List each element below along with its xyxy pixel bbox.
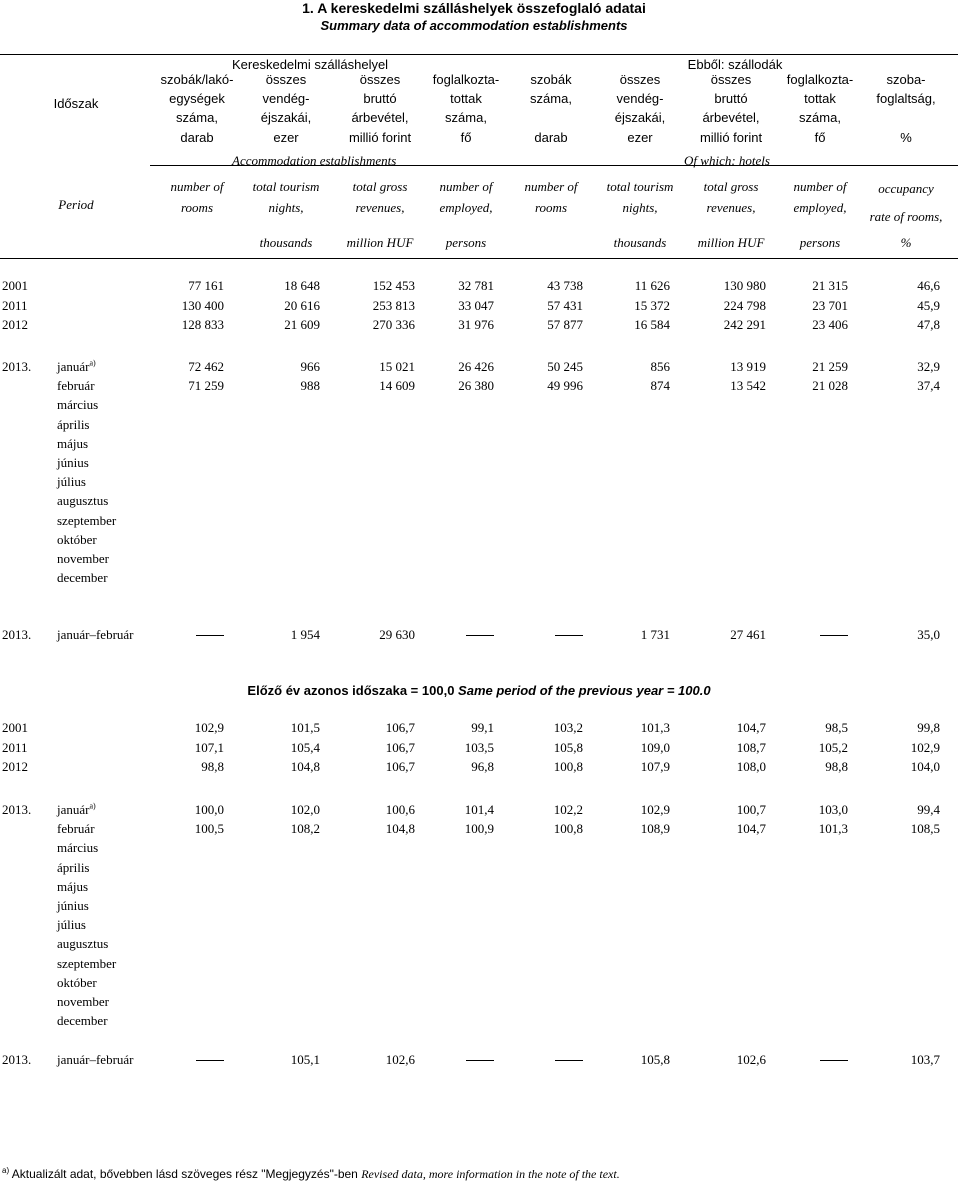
- table-cell: 11 626: [634, 278, 670, 293]
- table-cell: 23 406: [812, 317, 848, 332]
- dash-cell: [820, 1060, 848, 1061]
- column-header-en: number of: [524, 179, 578, 194]
- table-cell: 23 701: [812, 297, 848, 313]
- table-cell: 108,7: [736, 739, 766, 755]
- column-header-hu: száma,: [176, 110, 218, 125]
- header-bottom-rule: [0, 258, 958, 259]
- column-header-en: number of: [793, 179, 847, 194]
- column-header-en: revenues,: [706, 200, 756, 215]
- month-name: május: [57, 435, 89, 451]
- column-header-hu: összes: [359, 72, 401, 87]
- table-cell: 103,7: [910, 1052, 940, 1067]
- dash-cell: [196, 635, 224, 636]
- table-cell: 101,5: [290, 720, 320, 735]
- total-year-label: 2013.: [2, 627, 32, 642]
- table-cell: 32,9: [917, 359, 940, 374]
- month-label: [57, 359, 96, 375]
- table-row-label: 2011: [2, 739, 28, 755]
- month-label: [57, 860, 90, 876]
- table-row-label: 2001: [2, 278, 28, 293]
- table-cell: 874: [650, 378, 670, 394]
- month-label: [57, 821, 95, 837]
- table-cell: 33 047: [458, 297, 494, 313]
- table-cell: 108,2: [290, 821, 320, 837]
- column-header-hu: millió forint: [699, 130, 763, 145]
- table-cell: 45,9: [917, 297, 940, 313]
- column-header-en: rate of rooms,: [869, 209, 943, 224]
- column-header-en: %: [900, 235, 912, 250]
- table-cell: 103,5: [464, 739, 494, 755]
- table-cell: 100,8: [553, 821, 583, 837]
- table-cell: 105,2: [818, 739, 848, 755]
- month-label: [57, 840, 98, 856]
- table-cell: 105,4: [290, 739, 320, 755]
- table-cell: 104,7: [736, 821, 766, 837]
- month-label: [57, 493, 108, 509]
- month-label: [57, 570, 108, 586]
- month-label: [57, 879, 88, 895]
- table-row-label: 2012: [2, 317, 28, 332]
- column-header-hu: ezer: [627, 130, 653, 145]
- month-label: [57, 898, 89, 914]
- table-cell: 130 980: [723, 278, 766, 293]
- dash-cell: [820, 635, 848, 636]
- table-cell: 101,3: [818, 821, 848, 837]
- month-name: június: [57, 898, 89, 913]
- column-header-hu: tottak: [450, 91, 482, 106]
- month-name: március: [57, 840, 99, 856]
- total-year-label: 2013.: [2, 1052, 32, 1067]
- column-header-hu: tottak: [804, 91, 836, 106]
- table-cell: 102,9: [640, 802, 670, 817]
- month-name: augusztus: [57, 493, 109, 509]
- month-name: május: [57, 878, 89, 894]
- column-header-en: thousands: [613, 235, 667, 250]
- table-cell: 100,5: [194, 821, 224, 837]
- table-cell: 15 021: [379, 359, 415, 374]
- table-cell: 224 798: [723, 297, 766, 313]
- table-cell: 966: [300, 359, 320, 374]
- month-label: [57, 455, 89, 471]
- table-cell: 101,3: [640, 720, 670, 735]
- month-label: [57, 917, 86, 933]
- total-row-label: január–február: [57, 627, 134, 642]
- column-header-hu: száma,: [445, 110, 487, 125]
- table-cell: 46,6: [917, 278, 940, 293]
- month-name: február: [57, 821, 95, 837]
- column-header-hu: millió forint: [348, 130, 412, 145]
- dash-cell: [555, 635, 583, 636]
- column-header-hu: egységek: [169, 91, 225, 106]
- column-header-en: total gross: [352, 179, 408, 194]
- table-cell: 100,0: [194, 802, 224, 817]
- column-header-en: employed,: [793, 200, 847, 215]
- table-cell: 98,5: [825, 720, 848, 735]
- table-cell: 100,9: [464, 821, 494, 837]
- table-cell: 108,0: [736, 759, 766, 774]
- month-name: július: [57, 917, 86, 933]
- column-header-en: total tourism: [606, 179, 674, 194]
- table-cell: 99,8: [917, 720, 940, 735]
- month-name: december: [57, 1013, 108, 1029]
- month-label: [57, 1013, 108, 1029]
- column-header-hu: összes: [265, 72, 307, 87]
- year-label: 2013.: [2, 359, 32, 374]
- month-name: január: [57, 802, 90, 817]
- table-cell: 96,8: [471, 759, 494, 774]
- table-row-label: 2012: [2, 759, 28, 774]
- table-cell: 21 609: [284, 317, 320, 332]
- month-name: április: [57, 859, 90, 875]
- month-name: március: [57, 397, 99, 413]
- table-cell: 32 781: [458, 278, 494, 293]
- column-header-en: total gross: [703, 179, 759, 194]
- table-cell: 106,7: [385, 739, 415, 755]
- table-cell: 152 453: [372, 278, 415, 293]
- column-header-hu: összes: [619, 72, 661, 87]
- column-header-en: number of: [439, 179, 493, 194]
- table-cell: 21 259: [812, 359, 848, 374]
- column-header-en: million HUF: [346, 235, 414, 250]
- footnote-marker: a): [89, 358, 96, 368]
- column-header-en: rooms: [534, 200, 568, 215]
- table-cell: 109,0: [640, 739, 670, 755]
- table-cell: 72 462: [188, 359, 224, 374]
- month-label: [57, 436, 88, 452]
- group-hotels-en: Of which: hotels: [684, 153, 770, 168]
- table-cell: 21 315: [812, 278, 848, 293]
- table-cell: 253 813: [372, 297, 415, 313]
- table-cell: 103,0: [818, 802, 848, 817]
- column-header-en: employed,: [439, 200, 493, 215]
- table-cell: 15 372: [634, 297, 670, 313]
- month-name: január: [57, 359, 90, 374]
- month-label: [57, 417, 90, 433]
- table-cell: 130 400: [181, 297, 224, 313]
- period-label-hu: Időszak: [53, 96, 99, 111]
- month-label: [57, 551, 109, 567]
- table-cell: 98,8: [201, 759, 224, 774]
- month-label: [57, 956, 116, 972]
- dash-cell: [196, 1060, 224, 1061]
- table-cell: 102,2: [553, 802, 583, 817]
- footnote: $^{a)}$ Aktualizált adat, bővebben lásd szöveges rész "Megjegyzés"-ben Revised data, more information in the note of the text.: [2, 1166, 620, 1181]
- month-name: szeptember: [57, 512, 117, 528]
- period-label-en: Period: [58, 197, 94, 212]
- table-cell: 50 245: [547, 359, 583, 374]
- column-header-hu: fő: [460, 130, 472, 145]
- column-header-en: revenues,: [355, 200, 405, 215]
- month-label: [57, 378, 95, 394]
- column-header-hu: %: [900, 130, 912, 145]
- column-header-hu: fő: [814, 130, 826, 145]
- dash-cell: [466, 635, 494, 636]
- column-header-hu: száma,: [530, 91, 572, 106]
- month-label: [57, 397, 98, 413]
- column-header-en: nights,: [268, 200, 304, 215]
- column-header-hu: összes: [710, 72, 752, 87]
- column-header-hu: foglalkozta-: [432, 72, 500, 87]
- column-header-hu: bruttó: [363, 91, 397, 106]
- group-hotels-hu: Ebből: szállodák: [687, 57, 783, 72]
- table-cell: 100,7: [736, 802, 766, 817]
- table-cell: 104,0: [910, 759, 940, 774]
- dash-cell: [466, 1060, 494, 1061]
- column-header-en: occupancy: [878, 181, 934, 196]
- column-header-hu: éjszakái,: [260, 110, 312, 125]
- table-cell: 100,6: [385, 802, 415, 817]
- column-header-hu: darab: [534, 130, 568, 145]
- table-cell: 31 976: [458, 317, 494, 332]
- column-header-hu: bruttó: [714, 91, 748, 106]
- table-cell: 107,1: [194, 739, 224, 755]
- column-header-hu: foglaltság,: [876, 91, 936, 106]
- table-cell: 128 833: [181, 317, 224, 332]
- table-cell: 988: [300, 378, 320, 394]
- month-name: június: [57, 455, 89, 470]
- table-cell: 106,7: [385, 759, 415, 774]
- table-cell: 77 161: [188, 278, 224, 293]
- table-cell: 26 380: [458, 378, 494, 394]
- column-header-hu: foglalkozta-: [786, 72, 854, 87]
- table-cell: 102,9: [910, 739, 940, 755]
- column-header-hu: szoba-: [886, 72, 926, 87]
- table-cell: 71 259: [188, 378, 224, 394]
- table-cell: 102,6: [385, 1052, 415, 1067]
- month-name: november: [57, 994, 109, 1009]
- table-cell: 103,2: [553, 720, 583, 735]
- table-cell: 105,8: [640, 1052, 670, 1067]
- column-header-hu: éjszakái,: [614, 110, 666, 125]
- table-cell: 107,9: [640, 759, 670, 774]
- month-name: december: [57, 570, 108, 586]
- table-cell: 35,0: [917, 627, 940, 642]
- month-name: július: [57, 474, 86, 490]
- table-cell: 13 542: [730, 378, 766, 394]
- month-label: [57, 802, 96, 818]
- table-cell: 856: [650, 359, 670, 374]
- page-title: 1. A kereskedelmi szálláshelyek összefoglaló adatai: [302, 0, 646, 16]
- table-cell: 14 609: [379, 378, 415, 394]
- table-cell: 104,7: [736, 720, 766, 735]
- total-row-label: január–február: [57, 1052, 134, 1067]
- table-cell: 102,9: [194, 720, 224, 735]
- table-cell: 21 028: [812, 378, 848, 394]
- table-cell: 29 630: [379, 627, 415, 642]
- table-cell: 104,8: [385, 821, 415, 837]
- column-header-en: number of: [170, 179, 224, 194]
- column-header-en: total tourism: [252, 179, 320, 194]
- table-cell: 102,6: [736, 1052, 766, 1067]
- table-cell: 108,5: [910, 821, 940, 837]
- table-cell: 43 738: [547, 278, 583, 293]
- column-header-hu: szobák: [530, 72, 572, 87]
- table-cell: 105,8: [553, 739, 583, 755]
- column-header-en: persons: [799, 235, 841, 250]
- table-cell: 1 954: [290, 627, 320, 642]
- column-header-en: rooms: [180, 200, 214, 215]
- table-cell: 102,0: [290, 802, 320, 817]
- month-label: [57, 975, 97, 991]
- month-name: április: [57, 416, 90, 432]
- table-cell: 13 919: [730, 359, 766, 374]
- month-label: [57, 532, 97, 548]
- table-cell: 106,7: [385, 720, 415, 735]
- column-header-en: persons: [445, 235, 487, 250]
- table-cell: 99,1: [471, 720, 494, 735]
- table-cell: 1 731: [640, 627, 670, 642]
- column-header-en: nights,: [622, 200, 658, 215]
- table-row-label: 2011: [2, 297, 28, 313]
- table-cell: 18 648: [284, 278, 320, 293]
- column-header-hu: darab: [180, 130, 214, 145]
- column-header-hu: árbevétel,: [702, 110, 760, 125]
- table-cell: 108,9: [640, 821, 670, 837]
- column-header-hu: árbevétel,: [351, 110, 409, 125]
- table-cell: 37,4: [917, 378, 940, 394]
- month-label: [57, 474, 86, 490]
- table-cell: 16 584: [634, 317, 670, 332]
- column-header-en: million HUF: [697, 235, 765, 250]
- table-cell: 57 431: [547, 297, 583, 313]
- table-cell: 100,8: [553, 759, 583, 774]
- month-name: október: [57, 974, 97, 990]
- column-header-hu: ezer: [273, 130, 299, 145]
- month-label: [57, 513, 116, 529]
- table-cell: 104,8: [290, 759, 320, 774]
- footnote-marker: a): [89, 801, 96, 811]
- table-cell: 98,8: [825, 759, 848, 774]
- table-cell: 242 291: [723, 317, 766, 332]
- page-subtitle: Summary data of accommodation establishments: [320, 18, 628, 33]
- column-header-hu: vendég-: [262, 91, 310, 106]
- table-cell: 27 461: [730, 627, 766, 642]
- column-header-hu: szobák/lakó-: [160, 72, 234, 87]
- table-cell: 49 996: [547, 378, 583, 394]
- column-header-hu: vendég-: [616, 91, 664, 106]
- table-cell: 20 616: [284, 297, 320, 313]
- section2-title: Előző év azonos időszaka = 100,0 Same period of the previous year = 100.0: [247, 683, 711, 698]
- month-name: október: [57, 531, 97, 547]
- month-label: [57, 936, 108, 952]
- month-name: november: [57, 551, 109, 566]
- table-cell: 101,4: [464, 802, 494, 817]
- table-cell: 47,8: [917, 317, 940, 332]
- column-header-hu: száma,: [799, 110, 841, 125]
- table-row-label: 2001: [2, 720, 28, 735]
- column-header-en: thousands: [259, 235, 313, 250]
- table-cell: 99,4: [917, 802, 940, 817]
- month-name: szeptember: [57, 955, 117, 971]
- table-cell: 26 426: [458, 359, 494, 374]
- table-cell: 57 877: [547, 317, 583, 332]
- year-label: 2013.: [2, 802, 32, 817]
- month-label: [57, 994, 109, 1010]
- month-name: február: [57, 378, 95, 394]
- group-all-en: Accommodation establishments: [232, 153, 397, 168]
- table-cell: 105,1: [290, 1052, 320, 1067]
- dash-cell: [555, 1060, 583, 1061]
- table-cell: 270 336: [372, 317, 415, 332]
- group-all-hu: Kereskedelmi szálláshelyel: [232, 57, 389, 72]
- month-name: augusztus: [57, 936, 109, 952]
- header-top-rule: [0, 54, 958, 55]
